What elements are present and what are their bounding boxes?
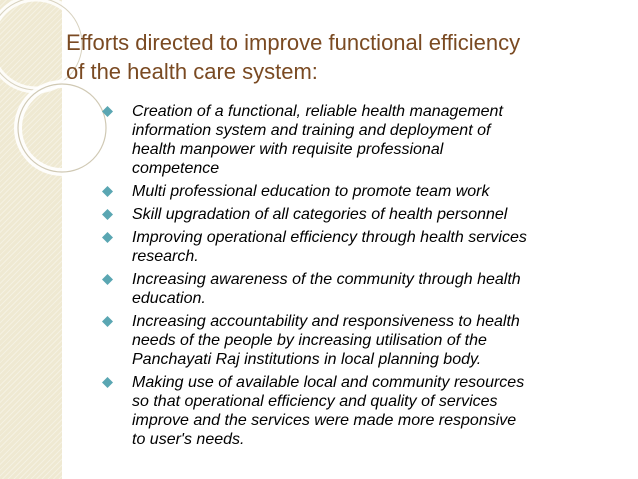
bullet-text-line: to user's needs. — [132, 431, 245, 448]
bullet-text-line: Making use of available local and community resources — [132, 374, 525, 391]
bullet-text-line: health manpower with requisite professional — [132, 141, 444, 158]
diamond-bullet-icon — [102, 186, 113, 197]
bullet-text-line: education. — [132, 290, 206, 307]
diamond-bullet-icon — [102, 316, 113, 327]
bullet-text-line: improve and the services were made more responsive — [132, 412, 517, 429]
bullet-item — [100, 102, 620, 178]
diamond-bullet-icon — [102, 377, 113, 388]
bullet-text-line: so that operational efficiency and quality of services — [132, 393, 498, 410]
diamond-bullet-icon — [102, 209, 113, 220]
bullet-text-line: Creation of a functional, reliable health management — [132, 103, 503, 120]
bullet-item — [100, 312, 620, 369]
bullet-text-line: Multi professional education to promote team work — [132, 183, 490, 200]
bullet-text-line: research. — [132, 248, 199, 265]
slide-title — [66, 28, 626, 86]
bullet-text-line: Panchayati Raj institutions in local planning body. — [132, 351, 482, 368]
slide-title-line: Efforts directed to improve functional efficiency — [66, 30, 521, 55]
bullet-item — [100, 182, 620, 201]
bullet-text-line: Increasing awareness of the community through health — [132, 271, 521, 288]
bullet-item — [100, 228, 620, 266]
bullet-text-line: needs of the people by increasing utilisation of the — [132, 332, 487, 349]
bullet-text-line: competence — [132, 160, 220, 177]
diamond-bullet-icon — [102, 274, 113, 285]
bullet-list — [100, 102, 620, 453]
bullet-text-line: Skill upgradation of all categories of health personnel — [132, 206, 508, 223]
slide-title-line: of the health care system: — [66, 59, 318, 84]
bullet-item — [100, 270, 620, 308]
bullet-text-line: Improving operational efficiency through health services — [132, 229, 527, 246]
bullet-item — [100, 205, 620, 224]
bullet-text-line: Increasing accountability and responsiveness to health — [132, 313, 520, 330]
bullet-text-line: information system and training and deployment of — [132, 122, 491, 139]
diamond-bullet-icon — [102, 232, 113, 243]
bullet-item — [100, 373, 620, 449]
diamond-bullet-icon — [102, 106, 113, 117]
